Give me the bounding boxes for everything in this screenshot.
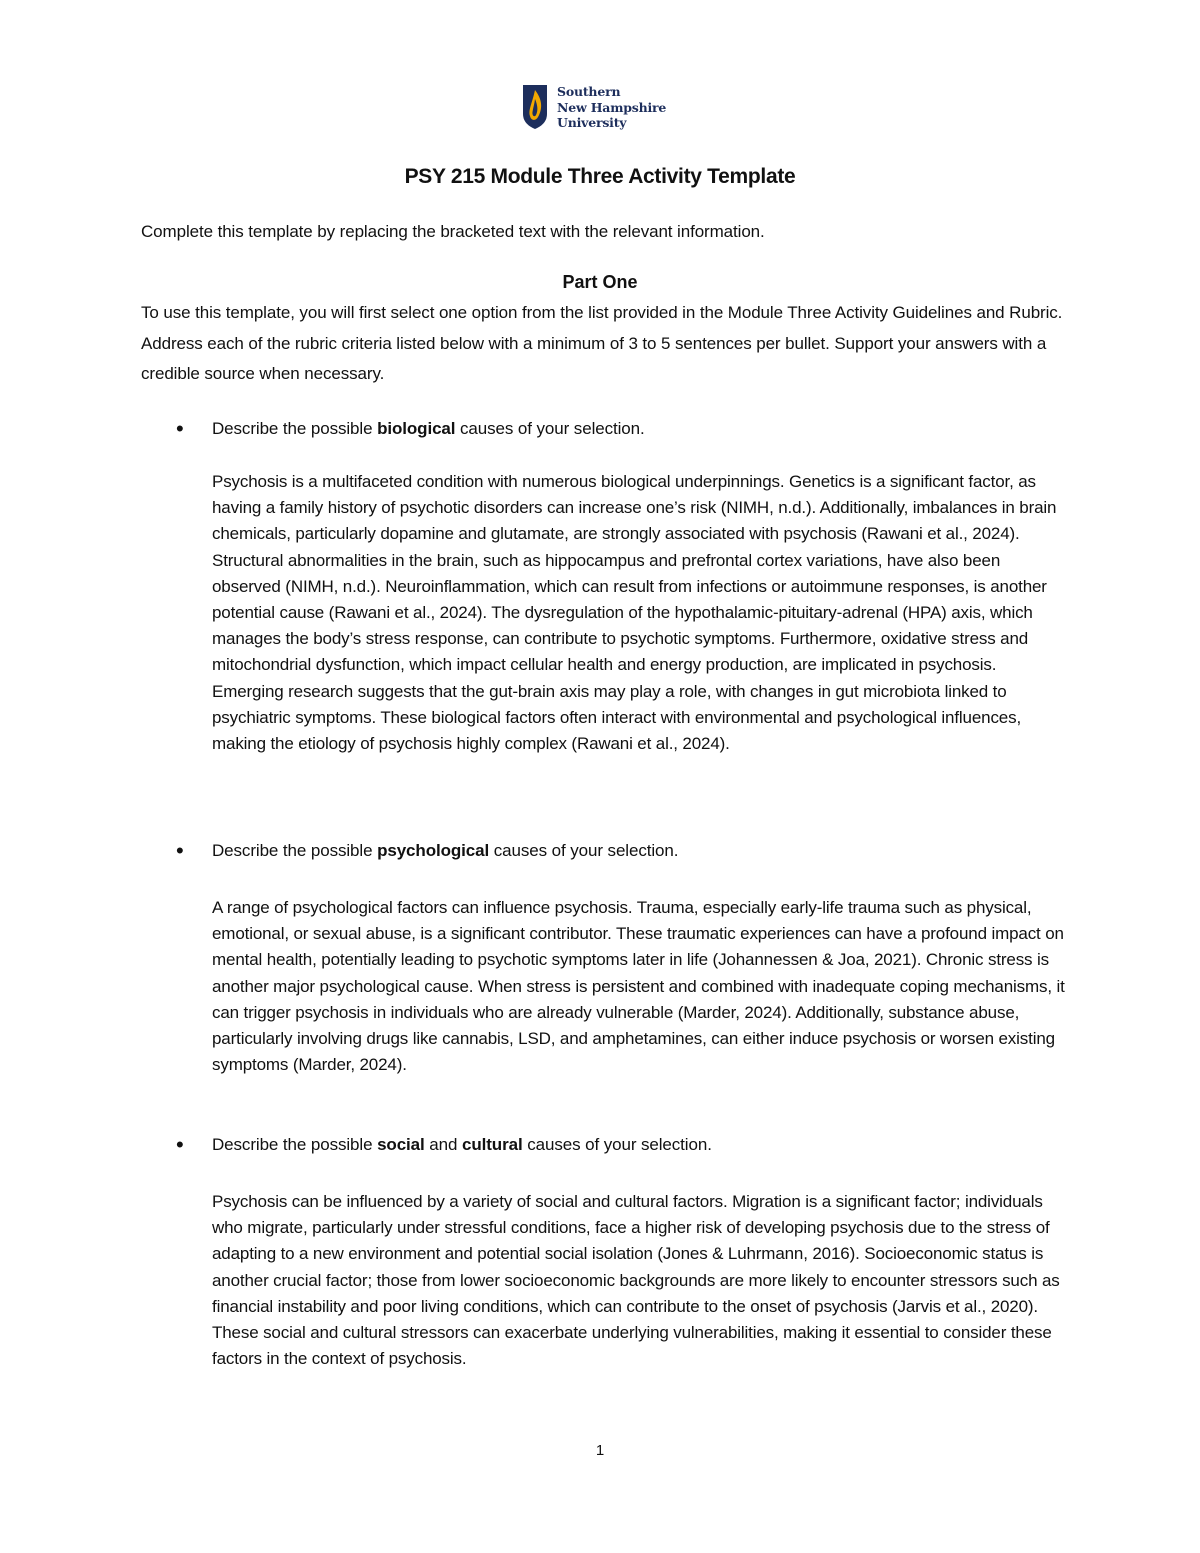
bullet-icon: • [176,1132,184,1157]
prompt-text: Describe the possible [212,419,378,438]
prompt-keyword: cultural [461,1135,523,1154]
university-name [557,84,666,131]
answer-psychological: A range of psychological factors can influence psychosis. Trauma, especially early-life trauma such as physical, emotional, or sexual abuse, is a significant contributor. These traumatic experiences can have a profound impact on mental health, potentially leading to psychotic symptoms later in life (Johannessen & Joa, 2021). Chronic stress is another major psychological cause. When stress is persistent and combined with inadequate coping mechanisms, it can trigger psychosis in individuals who are already vulnerable (Marder, 2024). Additionally, substance abuse, particularly involving drugs like cannabis, LSD, and amphetamines, can either induce psychosis or worsen existing symptoms (Marder, 2024). [212,898,1065,1075]
document-title: PSY 215 Module Three Activity Template [404,165,796,188]
bullet-icon: • [176,416,184,441]
bullet-icon: • [176,838,184,863]
intro-text: Complete this template by replacing the bracketed text with the relevant information. [141,222,765,241]
answer-social-cultural: Psychosis can be influenced by a variety of social and cultural factors. Migration is a significant factor; individuals who migrate, particularly under stressful conditions, face a higher risk of developing psychosis due to the stress of adapting to a new environment and potential social isolation (Jones & Luhrmann, 2016). Socioeconomic status is another crucial factor; those from lower socioeconomic backgrounds are more likely to encounter stressors such as financial instability and poor living conditions, which can contribute to the onset of psychosis (Jarvis et al., 2020). These social and cultural stressors can exacerbate underlying vulnerabilities, making it essential to consider these factors in the context of psychosis. [212,1192,1060,1369]
university-logo [522,84,666,131]
part-heading: Part One [562,272,638,292]
prompt-psychological [212,841,678,861]
instructions-paragraph: To use this template, you will first select one option from the list provided in the Module Three Activity Guidelines and Rubric. Address each of the rubric criteria listed below with a minimum of 3 to 5 sentences per bullet. Support your answers with a credible source when necessary. [141,303,1063,383]
prompt-text: Describe the possible [212,841,378,860]
prompt-text: causes of your selection. [455,419,645,438]
prompt-text: Describe the possible [212,1135,378,1154]
prompt-text: and [424,1135,462,1154]
answer-biological: Psychosis is a multifaceted condition with numerous biological underpinnings. Genetics is a significant factor, as having a family history of psychotic disorders can increase one’s risk (NIMH, n.d.). Additionally, imbalances in brain chemicals, particularly dopamine and glutamate, are strongly associated with psychosis (Rawani et al., 2024). Structural abnormalities in the brain, such as hippocampus and prefrontal cortex variations, have also been observed (NIMH, n.d.). Neuroinflammation, which can result from infections or autoimmune responses, is another potential cause (Rawani et al., 2024). The dysregulation of the hypothalamic-pituitary-adrenal (HPA) axis, which manages the body’s stress response, can contribute to psychotic symptoms. Furthermore, oxidative stress and mitochondrial dysfunction, which impact cellular health and energy production, are implicated in psychosis. Emerging research suggests that the gut-brain axis may play a role, with changes in gut microbiota linked to psychiatric symptoms. These biological factors often interact with environmental and psychological influences, making the etiology of psychosis highly complex (Rawani et al., 2024). [212,472,1057,754]
prompt-text: causes of your selection. [489,841,679,860]
prompt-keyword: biological [377,419,456,438]
prompt-biological [212,419,645,439]
logo-line-1: Southern [557,84,621,99]
prompt-text: causes of your selection. [522,1135,712,1154]
logo-line-3: University [557,115,627,130]
prompt-keyword: psychological [377,841,490,860]
prompt-keyword: social [377,1135,425,1154]
shield-flame-icon [522,84,548,130]
logo-line-2: New Hampshire [557,99,667,115]
page-number: 1 [595,1442,605,1459]
prompt-social-cultural [212,1135,712,1155]
